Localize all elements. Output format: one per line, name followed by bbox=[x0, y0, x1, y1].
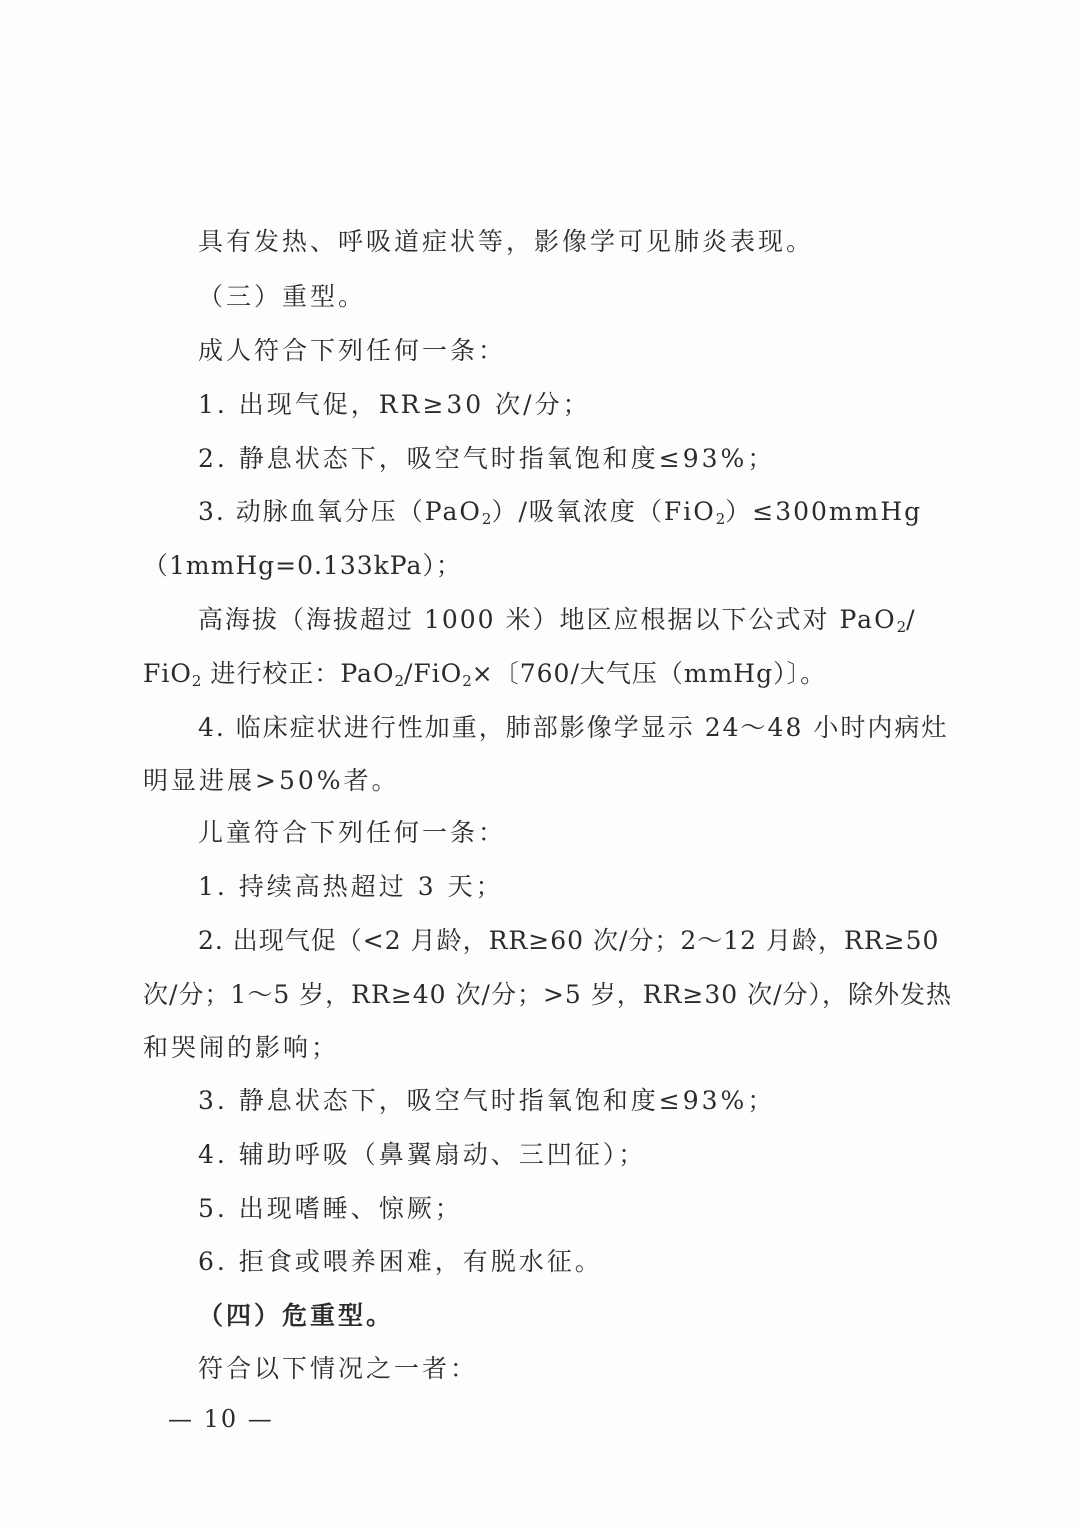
adult-criterion-4-line-1: 4. 临床症状进行性加重，肺部影像学显示 24～48 小时内病灶 bbox=[198, 713, 949, 742]
text-segment: 3. 动脉血氧分压（PaO bbox=[198, 497, 482, 526]
page-number: — 10 — bbox=[168, 1405, 274, 1433]
text-segment: /FiO bbox=[403, 659, 463, 688]
text-segment: 高海拔（海拔超过 1000 米）地区应根据以下公式对 PaO bbox=[198, 605, 897, 634]
text-segment: FiO bbox=[143, 659, 192, 688]
subscript: 2 bbox=[394, 672, 404, 690]
adult-criteria-intro: 成人符合下列任何一条： bbox=[198, 336, 507, 365]
child-criterion-4: 4. 辅助呼吸（鼻翼扇动、三凹征）； bbox=[198, 1140, 647, 1169]
text-segment: ）≤300mmHg bbox=[725, 497, 923, 526]
child-criterion-1: 1. 持续高热超过 3 天； bbox=[198, 872, 504, 901]
subscript: 2 bbox=[481, 510, 492, 528]
altitude-note-line-1 bbox=[198, 604, 917, 643]
paragraph-line-1: 具有发热、呼吸道症状等，影像学可见肺炎表现。 bbox=[198, 227, 815, 256]
subscript: 2 bbox=[715, 510, 726, 528]
text-segment: ）/吸氧浓度（FiO bbox=[491, 497, 716, 526]
adult-criterion-4-line-2: 明显进展>50%者。 bbox=[143, 766, 400, 795]
section-heading-severe: （三）重型。 bbox=[198, 282, 367, 311]
subscript: 2 bbox=[462, 672, 472, 690]
adult-criterion-3-line-2: （1mmHg=0.133kPa）； bbox=[143, 551, 462, 580]
text-segment: / bbox=[906, 605, 917, 634]
adult-criterion-3-line-1 bbox=[198, 496, 922, 535]
adult-criterion-2: 2. 静息状态下，吸空气时指氧饱和度≤93%； bbox=[198, 444, 776, 473]
subscript: 2 bbox=[191, 672, 202, 690]
child-criterion-2-line-2: 次/分；1～5 岁，RR≥40 次/分；>5 岁，RR≥30 次/分），除外发热 bbox=[143, 980, 953, 1009]
text-segment: 进行校正：PaO bbox=[201, 659, 395, 688]
altitude-note-line-2 bbox=[143, 658, 826, 697]
critical-criteria-intro: 符合以下情况之一者： bbox=[198, 1354, 479, 1383]
text-segment: ×〔760/大气压（mmHg）〕。 bbox=[471, 659, 827, 688]
section-heading-critical: （四）危重型。 bbox=[198, 1301, 395, 1330]
subscript: 2 bbox=[896, 618, 907, 636]
child-criterion-2-line-3: 和哭闹的影响； bbox=[143, 1033, 340, 1062]
adult-criterion-1: 1. 出现气促，RR≥30 次/分； bbox=[198, 390, 591, 419]
child-criterion-6: 6. 拒食或喂养困难，有脱水征。 bbox=[198, 1247, 603, 1276]
child-criterion-5: 5. 出现嗜睡、惊厥； bbox=[198, 1194, 463, 1223]
child-criterion-2-line-1: 2. 出现气促（<2 月龄，RR≥60 次/分；2～12 月龄，RR≥50 bbox=[198, 926, 940, 955]
child-criterion-3: 3. 静息状态下，吸空气时指氧饱和度≤93%； bbox=[198, 1086, 776, 1115]
child-criteria-intro: 儿童符合下列任何一条： bbox=[198, 818, 507, 847]
